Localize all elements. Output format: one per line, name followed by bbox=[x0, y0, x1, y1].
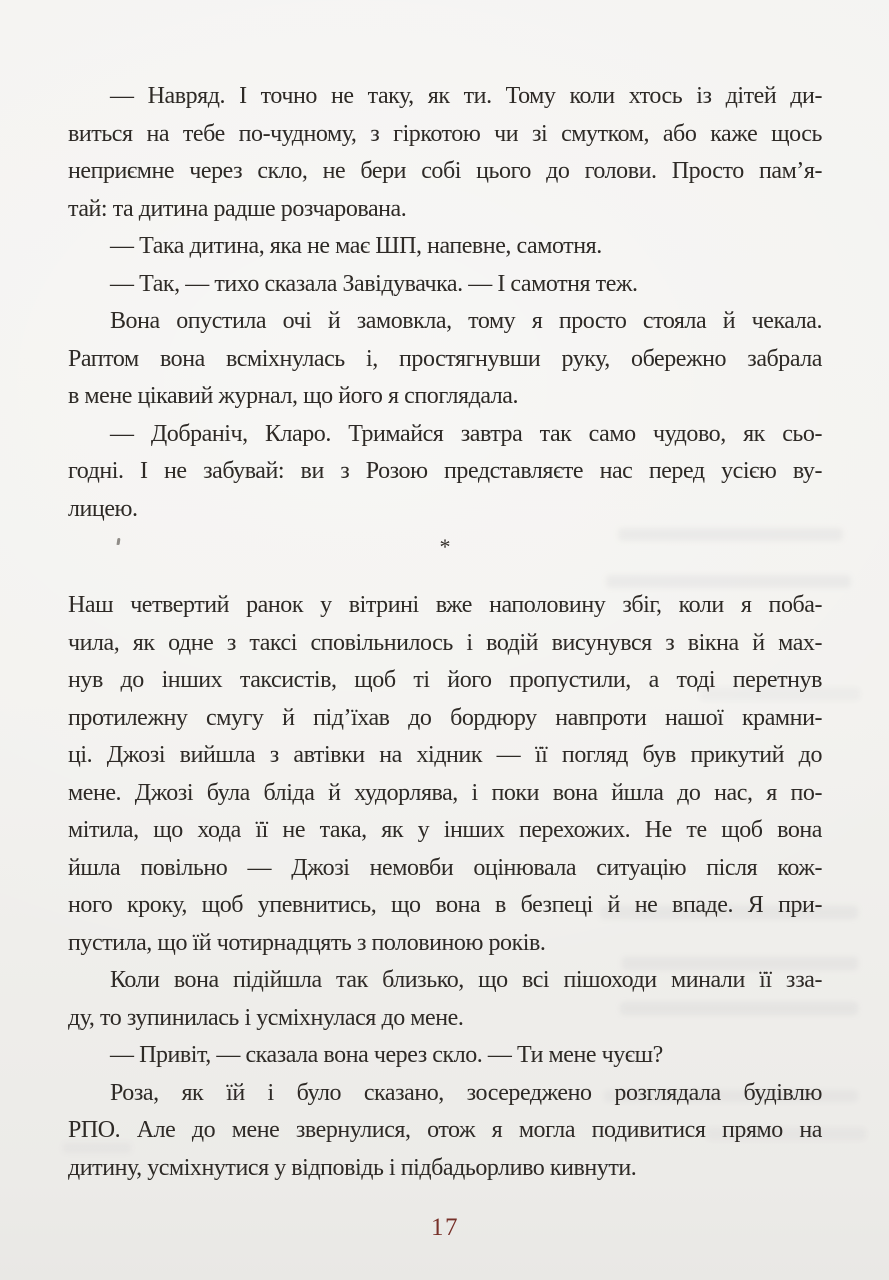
text-line: йшла повільно — Джозі немовби оцінювала ситуацію після кож- bbox=[68, 854, 822, 881]
text-line: — Привіт, — сказала вона через скло. — Ти мене чуєш? bbox=[110, 1042, 663, 1068]
text-line: чила, як одне з таксі сповільнилось і водій висунувся з вікна й мах- bbox=[68, 629, 822, 656]
text-line: Вона опустила очі й замовкла, тому я просто стояла й чекала. bbox=[110, 308, 822, 334]
page-number: 17 bbox=[431, 1214, 459, 1241]
paragraph bbox=[68, 266, 822, 304]
text-line: — Така дитина, яка не має ШП, напевне, самотня. bbox=[110, 233, 602, 259]
text-line: тай: та дитина радше розчарована. bbox=[68, 195, 407, 222]
text-line: лицею. bbox=[68, 495, 138, 522]
paragraph bbox=[68, 303, 822, 416]
text-line: протилежну смугу й під’їхав до бордюру навпроти нашої крамни- bbox=[68, 704, 822, 731]
text-line: РПО. Але до мене звернулися, отож я могла подивитися прямо на bbox=[68, 1117, 822, 1143]
paragraph bbox=[68, 78, 822, 228]
text-line: неприємне через скло, не бери собі цього до голови. Просто пам’я- bbox=[68, 158, 822, 184]
paragraph bbox=[68, 587, 822, 962]
paragraph bbox=[68, 962, 822, 1037]
paragraph bbox=[68, 228, 822, 266]
text-line: Роза, як їй і було сказано, зосереджено розглядала будівлю bbox=[110, 1079, 822, 1106]
text-line: ду, то зупинилась і усміхнулася до мене. bbox=[68, 1004, 464, 1031]
text-line: — Добраніч, Кларо. Тримайся завтра так само чудово, як сьо- bbox=[110, 420, 822, 447]
text-line: Раптом вона всміхнулась і, простягнувши руку, обережно забрала bbox=[68, 345, 822, 372]
text-line: мітила, що хода її не така, як у інших перехожих. Не те щоб вона bbox=[68, 817, 822, 843]
text-line: виться на тебе по-чудному, з гіркотою чи зі смутком, або каже щось bbox=[68, 120, 822, 147]
text-line: — Навряд. І точно не таку, як ти. Тому коли хтось із дітей ди- bbox=[110, 83, 822, 109]
text-line: пустила, що їй чотирнадцять з половиною років. bbox=[68, 929, 546, 956]
page-footer bbox=[68, 1214, 822, 1242]
paragraph bbox=[68, 1075, 822, 1188]
text-line: Коли вона підійшла так близько, що всі пішоходи минали її зза- bbox=[110, 967, 822, 993]
text-line: — Так, — тихо сказала Завідувачка. — І самотня теж. bbox=[110, 270, 638, 297]
text-line: Наш четвертий ранок у вітрині вже наполовину збіг, коли я поба- bbox=[68, 592, 822, 618]
paragraph bbox=[68, 416, 822, 529]
text-block-2 bbox=[68, 587, 822, 1187]
text-line: дитину, усміхнутися у відповідь і підбадьорливо кивнути. bbox=[68, 1154, 637, 1181]
page-text bbox=[68, 78, 822, 1187]
text-line: годні. І не забувай: ви з Розою представляєте нас перед усією ву- bbox=[68, 458, 822, 484]
text-line: в мене цікавий журнал, що його я споглядала. bbox=[68, 383, 519, 409]
paragraph bbox=[68, 1037, 822, 1075]
section-divider: * bbox=[439, 534, 451, 559]
text-line: ного кроку, щоб упевнитись, що вона в безпеці й не впаде. Я при- bbox=[68, 892, 822, 918]
text-line: мене. Джозі була бліда й худорлява, і поки вона йшла до нас, я по- bbox=[68, 779, 822, 806]
text-line: нув до інших таксистів, щоб ті його пропустили, а тоді перетнув bbox=[68, 667, 822, 693]
text-block-1 bbox=[68, 78, 822, 528]
text-line: ці. Джозі вийшла з автівки на хідник — її погляд був прикутий до bbox=[68, 742, 822, 768]
